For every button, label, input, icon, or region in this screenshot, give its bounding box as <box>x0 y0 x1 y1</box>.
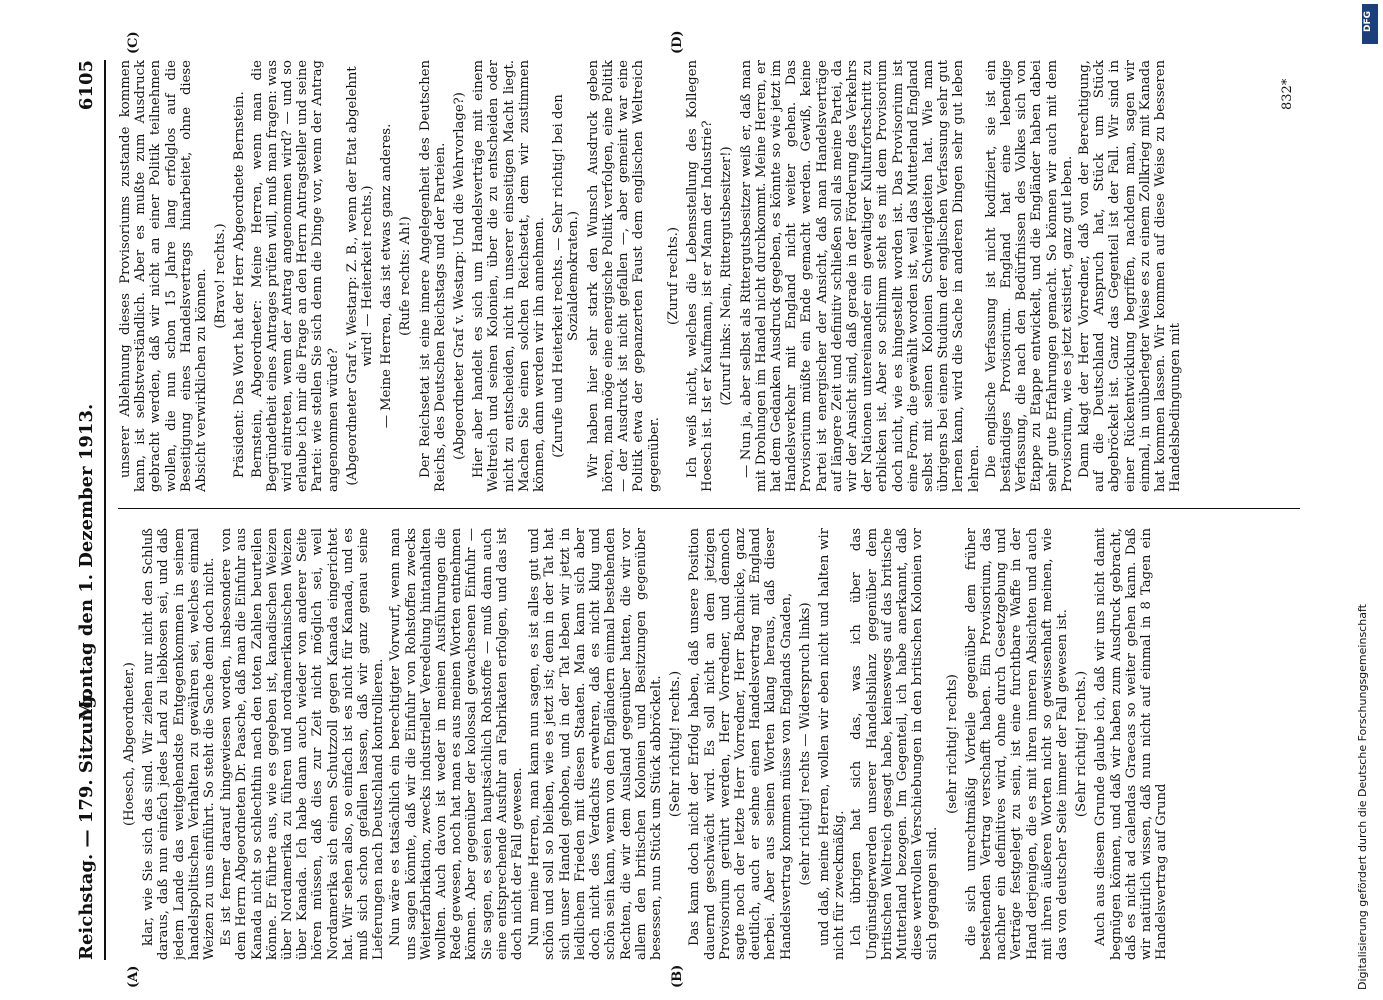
margin-mark-d: (D) <box>670 30 685 54</box>
right_column-paragraph: (Bravo! rechts.) <box>213 223 229 329</box>
margin-mark-a: (A) <box>126 965 141 988</box>
column-divider <box>118 508 1300 509</box>
right_column-paragraph: (Zuruf links: Nein, Rittergutsbesitzer!) <box>719 146 735 406</box>
right_column-paragraph: Bernstein, Abgeordneter: Meine Herren, wenn man die Begründetheit eines Antrages prüfen will, muß man fragen: was wird eintreten, wenn der Antrag angenommen wird? — und so erlaube ich mir die Frage an den Herrn Antragsteller und seine Partei: wie stellen Sie sich denn die Dinge vor, wenn der Antrag angenommen würde? <box>249 60 341 492</box>
left_column-paragraph: (Sehr richtig! rechts.) <box>668 670 684 818</box>
right_column-paragraph: Wir haben hier sehr stark den Wunsch Ausdruck geben hören, man möge eine energische Politik verfolgen, eine Politik — der Ausdruck ist nicht gefallen —, aber gemeint war eine Politik etwa der gepanzerten Faust dem englischen Weltreich gegenüber. <box>585 60 662 492</box>
left_column-paragraph: Nun wäre es tatsächlich ein berechtigter Vorwurf, wenn man uns sagen könnte, daß wir die Einfuhr von Rohstoffen zwecks Weiterfabrikation, zwecks industrieller Veredelung hintanhalten wollten. Auch davon ist weder in meinen Ausführungen die Rede gewesen, noch hat man es aus meinen Worten entnehmen können. Aber gegenüber der kolossal gewachsenen Einfuhr — Sie sagen, es seien hauptsächlich Rohstoffe — muß dann auch eine entsprechende Ausfuhr an Fabrikaten erfolgen, und das ist doch nicht der Fall gewesen. <box>388 528 526 960</box>
left_column-paragraph: Auch aus diesem Grunde glaube ich, daß wir uns nicht damit begnügen können, und daß wir haben zum Ausdruck gebracht, daß es nicht ad calendas Graecas so weiter gehen kann. Daß wir natürlich wissen, daß nun nicht auf einmal in 8 Tagen ein Handelsvertrag auf Grund <box>1093 528 1170 960</box>
page-number: 6105 <box>76 60 97 111</box>
margin-mark-c: (C) <box>126 31 141 54</box>
right_column-paragraph: (Abgeordneter Graf v. Westarp: Und die Wehrvorlage?) <box>452 92 468 460</box>
newspaper-page <box>70 30 1300 988</box>
left_column-paragraph: die sich unrechtmäßig Vorteile gegenüber dem früher bestehenden Vertrag verschafft haben. Ein Provisorium, das nachher ein definitives wird, ohne durch Gesetzgebung und Verträge festgelegt zu sein, ist eine furchtbare Waffe in der Hand derjenigen, die es mit ihren inneren Absichten und auch mit ihren äußeren Worten nicht so gewissenhaft meinen, wie das von deutscher Seite immer der Fall gewesen ist. <box>963 528 1070 960</box>
right_column-paragraph: Hier aber handelt es sich um Handelsverträge mit einem Weltreich und seinen Kolonien, über die zu entscheiden oder nicht zu entscheiden, nicht in unserer einseitigen Macht liegt. Machen Sie einen solchen Reichsetat, dem wir zustimmen können, dann werden wir ihn annehmen. <box>471 60 548 492</box>
right_column-paragraph: (Zuruf rechts.) <box>665 226 681 326</box>
right_column-paragraph: — Nun ja, aber selbst als Rittergutsbesitzer weiß er, daß man mit Drohungen im Handel nicht durchkommt. Meine Herren, er hat dem Gedanken Ausdruck gegeben, es könnte so wie jetzt im Handelsverkehr mit England nicht weiter gehen. Das Provisorium müßte ein Ende gemacht werden. Gewiß, keine Partei ist energischer der Ansicht, daß man Handelsverträge auf längere Zeit und definitiv schließen soll als meine Partei, da wir der Ansicht sind, daß gerade in der Förderung des Verkehrs der Nationen untereinander ein gewaltiger Kulturfortschritt zu erblicken ist. Aber so schlimm steht es mit dem Provisorium doch nicht, wie es hingestellt worden ist. Das Provisorium ist eine Form, die gewählt worden ist, weil das Mutterland England selbst mit seinen Kolonien Schwierigkeiten hat. Wie man übrigens bei einem Studium der englischen Verfassung sehr gut lernen kann, wird die Sache in anderen Dingen sehr gut leben lehren. <box>738 60 982 492</box>
signature-mark: 832* <box>1280 78 1295 110</box>
right_column-paragraph: unserer Ablehnung dieses Provisoriums zustande kommen kann, ist selbstverständlich. Aber es mußte zum Ausdruck gebracht werden, daß wir nicht an einer Politik teilnehmen wollen, die nun schon 15 Jahre lang erfolglos auf die Beseitigung eines Handelsvertrags hinarbeitet, ohne diese Absicht verwirklichen zu können. <box>118 60 210 492</box>
right_column-paragraph: Der Reichsetat ist eine innere Angelegenheit des Deutschen Reichs, des Deutschen Reichstags und der Parteien. <box>417 60 448 492</box>
digitization-note: Digitalisierung gefördert durch die Deutsche Forschungsgemeinschaft <box>1356 604 1369 990</box>
left_column-paragraph: klar, wie Sie sich das sind. Wir ziehen nur nicht den Schluß daraus, daß nun einfach jedes Land zu liebkosen sei, und daß jedem Lande das weitgehendste Entgegenkommen in seinem handelspolitischen Verhalten zu gewähren sei, welches einmal Weizen zu uns einführt. So steht die Sache denn doch nicht. <box>141 528 218 960</box>
right_column-paragraph: — Meine Herren, das ist etwas ganz anderes. <box>379 123 395 429</box>
left_column-paragraph: Es ist ferner darauf hingewiesen worden, insbesondere von dem Herrn Abgeordneten Dr. Paasche, daß man die Einfuhr aus Kanada nicht so schlechthin nach den toten Zahlen beurteilen könne. Er führte aus, wie es gegeben ist, kanadischen Weizen über Nordamerika zu führen und nordamerikanischen Weizen über Kanada. Ich habe dann auch wieder von anderer Seite hören müssen, daß dies zur Zeit nicht möglich sei, weil Nordamerika sich einen Schutzzoll gegen Kanada eingerichtet hat. Wir sehen also, so einfach ist es nicht für Kanada, und es muß sich schon gefallen lassen, daß wir ganz genau seine Lieferungen nach Deutschland kontrollieren. <box>219 528 387 960</box>
right_column-paragraph: (Abgeordneter Graf v. Westarp: Z. B., wenn der Etat abgelehnt wird! — Heiterkeit rechts.) <box>344 66 376 486</box>
right_column-paragraph: (Rufe rechts: Ah!) <box>398 216 414 336</box>
page-header <box>70 60 106 960</box>
header-center: Montag den 1. Dezember 1913. <box>76 403 97 720</box>
left-column <box>118 528 1300 960</box>
left_column-paragraph: (sehr richtig! rechts) <box>944 674 960 814</box>
left_column-paragraph: (sehr richtig! rechts — Widerspruch links) <box>797 602 813 886</box>
right_column-paragraph: Ich weiß nicht, welches die Lebensstellung des Kollegen Hoesch ist. Ist er Kaufmann, ist er Mann der Industrie? <box>684 60 716 492</box>
left_column-paragraph: (Sehr richtig! rechts.) <box>1074 670 1090 818</box>
right_column-paragraph: Präsident: Das Wort hat der Herr Abgeordnete Bernstein. <box>232 91 248 478</box>
right-column <box>118 60 1300 492</box>
left_column-paragraph: Das kann doch nicht der Erfolg haben, daß unsere Position dauernd geschwächt wird. Es soll nicht an dem jetzigen Provisorium gerührt werden, Herr Vorredner, und dennoch sagte noch der letzte Herr Vorredner, Herr Bachnicke, ganz deutlich, auch er sehne einen Handelsvertrag mit England herbei. Aber aus seinen Worten klang heraus, daß dieser Handelsvertrag kommen müsse von Englands Gnaden, <box>687 528 794 960</box>
header-left: Reichstag. — 179. Sitzung. <box>76 689 97 960</box>
left_column-paragraph: und daß, meine Herren, wollen wir eben nicht und halten wir nicht für zweckmäßig. <box>816 528 848 960</box>
left_column-paragraph: Nun meine Herren, man kann nun sagen, es ist alles gut und schön und soll so bleiben, wie es jetzt ist; denn in der Tat hat sich unser Handel gehoben, und in der Tat leben wir jetzt in leidlichem Frieden mit diesen Staaten. Man kann sich aber doch nicht des Verdachts erwehren, daß es nicht klug und schön sein kann, wenn von den Engländern einmal bestehenden Rechten, die wir dem Ausland gegenüber hatten, die wir vor allem den britischen Kolonien und Besitzungen gegenüber besessen, nun Stück um Stück abbröckelt. <box>527 528 664 960</box>
left_column-paragraph: Ich übrigen hat sich das, was ich über das Ungünstigerwerden unserer Handelsbilanz gegenüber dem britischen Weltreich gesagt habe, keineswegs auf das britische Mutterland bezogen. Im Gegenteil, ich habe anerkannt, daß diese wertvollen Verschiebungen in den britischen Kolonien vor sich gegangen sind. <box>849 528 941 960</box>
left_column-paragraph: (Hoesch, Abgeordneter.) <box>122 662 137 826</box>
right_column-paragraph: (Zurufe und Heiterkeit rechts. — Sehr richtig! bei den Sozialdemokraten.) <box>551 94 582 458</box>
dfg-logo: DFG <box>1362 4 1378 44</box>
right_column-paragraph: Die englische Verfassung ist nicht kodifiziert, sie ist ein beständiges Provisorium. England hat eine lebendige Verfassung, die nach den Bedürfnissen des Volkes sich von Etappe zu Etappe entwickelt, und die Engländer haben dabei sehr gute Erfahrungen gemacht. So können wir auch mit dem Provisorium, wie es jetzt existiert, ganz gut leben. <box>983 60 1075 492</box>
right_column-paragraph: Dann klagt der Herr Vorredner, daß von der Berechtigung, auf die Deutschland Anspruch hat, Stück um Stück abgebröckelt ist. Ganz das Gegenteil ist der Fall. Wir sind in einer Rückentwicklung begriffen, nachdem man, sagen wir einmal, in unüberlegter Weise es zu einem Zollkrieg mit Kanada hat kommen lassen. Wir kommen auf diese Weise zu besseren Handelsbedingungen mit <box>1076 60 1184 492</box>
margin-mark-b: (B) <box>670 964 685 988</box>
